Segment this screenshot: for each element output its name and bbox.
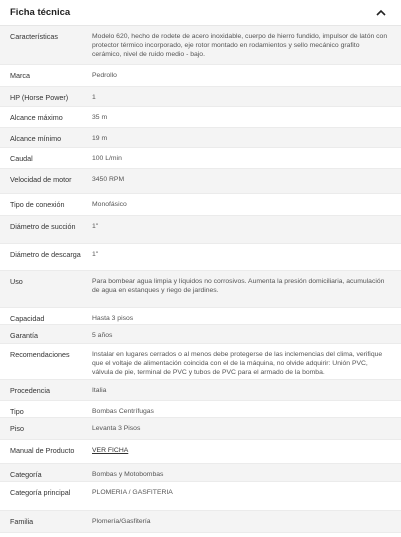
technical-sheet-header[interactable] bbox=[0, 0, 401, 26]
spec-row bbox=[0, 511, 401, 533]
spec-value: 5 años bbox=[92, 332, 113, 339]
spec-label: Familia bbox=[10, 517, 34, 526]
spec-value: Pedrollo bbox=[92, 72, 117, 79]
chevron-up-icon[interactable] bbox=[375, 7, 387, 19]
spec-label: Diámetro de succión bbox=[10, 222, 76, 231]
spec-label: Manual de Producto bbox=[10, 446, 75, 455]
section-title: Ficha técnica bbox=[10, 7, 71, 18]
spec-value: Para bombear agua limpia y líquidos no corrosivos. Aumenta la presión domiciliaria, acumulación de agua en estanques y riego de jardines. bbox=[92, 278, 385, 294]
spec-label: Caudal bbox=[10, 154, 33, 163]
spec-value: Monofásico bbox=[92, 201, 127, 208]
spec-value bbox=[92, 446, 388, 455]
spec-row bbox=[0, 271, 401, 308]
spec-label: Diámetro de descarga bbox=[10, 250, 81, 259]
spec-value: 35 m bbox=[92, 114, 108, 121]
spec-row bbox=[0, 418, 401, 440]
spec-value: 1 bbox=[92, 94, 96, 101]
spec-label: HP (Horse Power) bbox=[10, 93, 69, 102]
spec-label: Tipo de conexión bbox=[10, 200, 65, 209]
spec-value: 19 m bbox=[92, 135, 108, 142]
spec-value: 3450 RPM bbox=[92, 176, 125, 183]
spec-row bbox=[0, 148, 401, 169]
spec-row bbox=[0, 308, 401, 325]
spec-value: 100 L/min bbox=[92, 155, 122, 162]
spec-value: Italia bbox=[92, 387, 107, 394]
spec-row bbox=[0, 380, 401, 401]
spec-row bbox=[0, 440, 401, 464]
spec-label: Categoría principal bbox=[10, 488, 71, 497]
spec-row bbox=[0, 169, 401, 194]
spec-row bbox=[0, 482, 401, 511]
spec-row bbox=[0, 87, 401, 107]
spec-row bbox=[0, 216, 401, 244]
spec-row bbox=[0, 401, 401, 418]
spec-row bbox=[0, 26, 401, 65]
spec-value: Modelo 620, hecho de rodete de acero inoxidable, cuerpo de hierro fundido, impulsor de latón con protector térmico incorporado, eje rotor montado en rodamientos y sello mecánico grafito cerámico, nivel de ruido medio - bajo. bbox=[92, 33, 388, 58]
spec-label: Características bbox=[10, 32, 58, 41]
spec-value: 1" bbox=[92, 251, 99, 258]
spec-label: Recomendaciones bbox=[10, 350, 70, 359]
spec-label: Capacidad bbox=[10, 314, 45, 323]
spec-value: Instalar en lugares cerrados o al menos debe protegerse de las inclemencias del clima, verifique que el voltaje de alimentación coincida con el de la máquina, no olvide adquirir: Unión PVC, válvula de pie, terminal de PVC y tubos de PVC para el armado de la bomba. bbox=[92, 351, 383, 376]
spec-row bbox=[0, 325, 401, 344]
spec-row bbox=[0, 344, 401, 380]
spec-label: Tipo bbox=[10, 407, 24, 416]
spec-row bbox=[0, 244, 401, 271]
spec-row bbox=[0, 65, 401, 87]
spec-label: Marca bbox=[10, 71, 30, 80]
spec-value: PLOMERIA / GASFITERIA bbox=[92, 489, 173, 496]
spec-value: Bombas y Motobombas bbox=[92, 471, 164, 478]
spec-value: Hasta 3 pisos bbox=[92, 315, 134, 322]
spec-row bbox=[0, 194, 401, 216]
spec-label: Alcance mínimo bbox=[10, 134, 62, 143]
spec-label: Piso bbox=[10, 424, 24, 433]
spec-label: Procedencia bbox=[10, 386, 50, 395]
spec-value: Plomería/Gasfitería bbox=[92, 518, 151, 525]
spec-label: Velocidad de motor bbox=[10, 175, 72, 184]
spec-row bbox=[0, 107, 401, 128]
spec-value: Levanta 3 Pisos bbox=[92, 425, 141, 432]
spec-label: Uso bbox=[10, 277, 23, 286]
spec-row bbox=[0, 128, 401, 148]
spec-label: Alcance máximo bbox=[10, 113, 63, 122]
spec-label: Garantía bbox=[10, 331, 38, 340]
spec-value: 1" bbox=[92, 223, 99, 230]
spec-label: Categoría bbox=[10, 470, 42, 479]
spec-row bbox=[0, 464, 401, 482]
spec-value: Bombas Centrífugas bbox=[92, 408, 154, 415]
view-sheet-link[interactable]: VER FICHA bbox=[92, 447, 129, 454]
